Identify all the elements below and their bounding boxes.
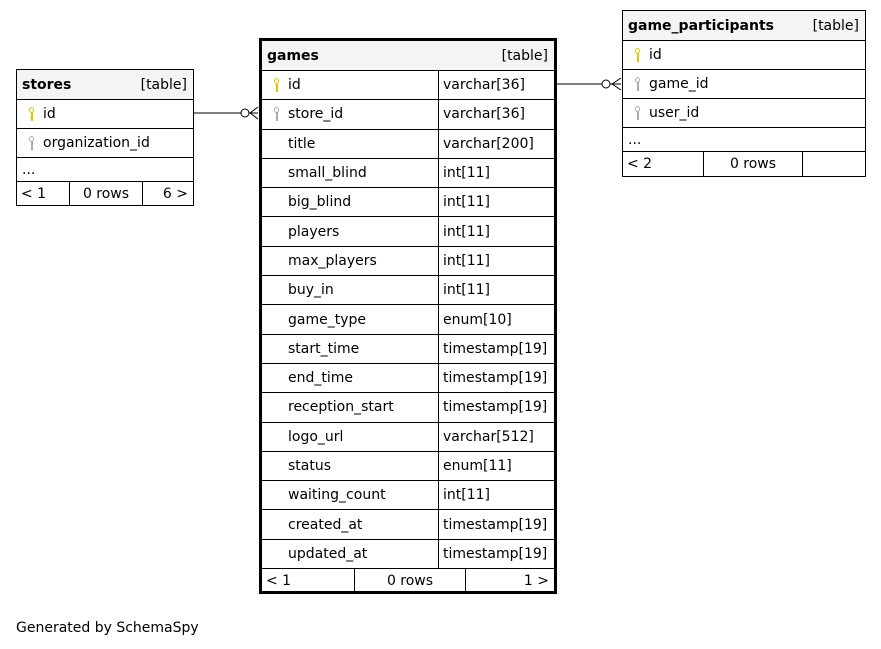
children-count[interactable] [803,152,865,176]
column-name-cell [262,452,438,480]
column-type: timestamp[19] [438,393,554,421]
table-name[interactable]: game_participants [628,17,774,34]
primary-key-icon [633,46,645,64]
column-name: game_type [288,311,366,328]
foreign-key-icon [272,105,284,123]
column-name-cell [17,129,193,157]
column-name: created_at [288,516,363,533]
column-type: timestamp[19] [438,510,554,538]
column-name-cell [262,335,438,363]
column-row-updated-at[interactable] [262,540,554,569]
column-name: logo_url [288,428,344,445]
primary-key-icon [272,76,284,94]
column-name: store_id [288,106,344,123]
table-kind: [table] [140,76,187,93]
table-game-participants[interactable] [622,10,866,177]
more-columns-ellipsis: ... [623,128,865,152]
column-type: varchar[200] [438,130,554,158]
column-name: game_id [649,76,709,92]
column-row-reception-start[interactable] [262,393,554,422]
column-type: varchar[512] [438,423,554,451]
column-name: status [288,458,332,474]
column-row-start-time[interactable] [262,335,554,364]
column-row-logo-url[interactable] [262,423,554,452]
table-footer [623,152,865,176]
column-name: start_time [288,340,360,357]
column-name: title [288,135,316,152]
column-row-store-id[interactable] [262,100,554,129]
column-name: updated_at [288,545,368,562]
more-columns-ellipsis: ... [17,158,193,182]
column-row-end-time[interactable] [262,364,554,393]
column-name: end_time [288,370,354,387]
column-row-id[interactable] [262,71,554,100]
table-name[interactable]: games [267,47,319,64]
column-name-cell [262,393,438,421]
foreign-key-icon [633,75,645,93]
column-type: int[11] [438,481,554,509]
column-row-big-blind[interactable] [262,188,554,217]
column-name-cell [262,540,438,568]
table-footer [262,569,554,593]
column-name: id [649,47,662,63]
column-type: timestamp[19] [438,540,554,568]
column-name: user_id [649,105,700,121]
column-name-cell [262,217,438,245]
column-row-max-players[interactable] [262,247,554,276]
column-type: varchar[36] [438,71,554,99]
table-header [262,41,554,71]
table-kind: [table] [812,17,859,34]
column-row-waiting-count[interactable] [262,481,554,510]
column-row-players[interactable] [262,217,554,246]
column-type: enum[10] [438,305,554,333]
table-stores[interactable] [16,69,194,206]
parents-count[interactable]: < 1 [21,186,47,202]
table-kind: [table] [501,47,548,64]
parents-count[interactable]: < 2 [627,156,653,172]
column-name-cell [623,41,865,69]
column-row-game-id[interactable] [623,70,865,99]
column-row-user-id[interactable] [623,99,865,128]
column-name: organization_id [43,135,150,151]
column-type: int[11] [438,159,554,187]
column-name: small_blind [288,165,367,182]
row-count: 0 rows [703,152,803,176]
column-row-title[interactable] [262,130,554,159]
link-games-participants-optional-marker [602,80,610,88]
column-name-cell [262,71,438,99]
column-row-organization-id[interactable] [17,129,193,158]
column-type: int[11] [438,276,554,304]
column-name-cell [262,247,438,275]
column-type: timestamp[19] [438,364,554,392]
column-row-buy-in[interactable] [262,276,554,305]
column-name: id [43,106,56,122]
foreign-key-icon [633,104,645,122]
column-name-cell [262,100,438,128]
children-count[interactable]: 1 > [523,573,549,590]
column-name-cell [623,99,865,127]
link-stores-games-optional-marker [241,109,249,117]
column-row-created-at[interactable] [262,510,554,539]
column-name: waiting_count [288,487,386,504]
column-name: id [288,77,301,94]
column-name-cell [262,130,438,158]
column-name: big_blind [288,194,352,211]
column-name-cell [262,159,438,187]
column-name-cell [262,423,438,451]
column-row-id[interactable] [623,41,865,70]
table-footer [17,182,193,206]
row-count: 0 rows [354,569,466,593]
table-games[interactable] [259,38,557,594]
table-header [623,11,865,41]
foreign-key-icon [27,134,39,152]
column-row-small-blind[interactable] [262,159,554,188]
column-name-cell [262,276,438,304]
table-header [17,70,193,100]
children-count[interactable]: 6 > [162,186,188,202]
column-row-status[interactable] [262,452,554,481]
column-name-cell [262,188,438,216]
column-type: int[11] [438,188,554,216]
parents-count[interactable]: < 1 [266,573,292,590]
column-name-cell [262,481,438,509]
column-type: int[11] [438,217,554,245]
column-name-cell [262,510,438,538]
table-name[interactable]: stores [22,76,72,93]
column-row-game-type[interactable] [262,305,554,334]
primary-key-icon [27,105,39,123]
column-name-cell [262,364,438,392]
column-type: int[11] [438,247,554,275]
column-name: players [288,223,340,240]
column-name: buy_in [288,282,334,299]
column-type: enum[11] [438,452,554,480]
column-type: varchar[36] [438,100,554,128]
column-name: reception_start [288,399,394,416]
column-name: max_players [288,252,377,269]
column-name-cell [623,70,865,98]
column-name-cell [17,100,193,128]
row-count: 0 rows [69,182,143,206]
column-row-id[interactable] [17,100,193,129]
generated-by-label: Generated by SchemaSpy [16,620,199,636]
column-name-cell [262,305,438,333]
column-type: timestamp[19] [438,335,554,363]
